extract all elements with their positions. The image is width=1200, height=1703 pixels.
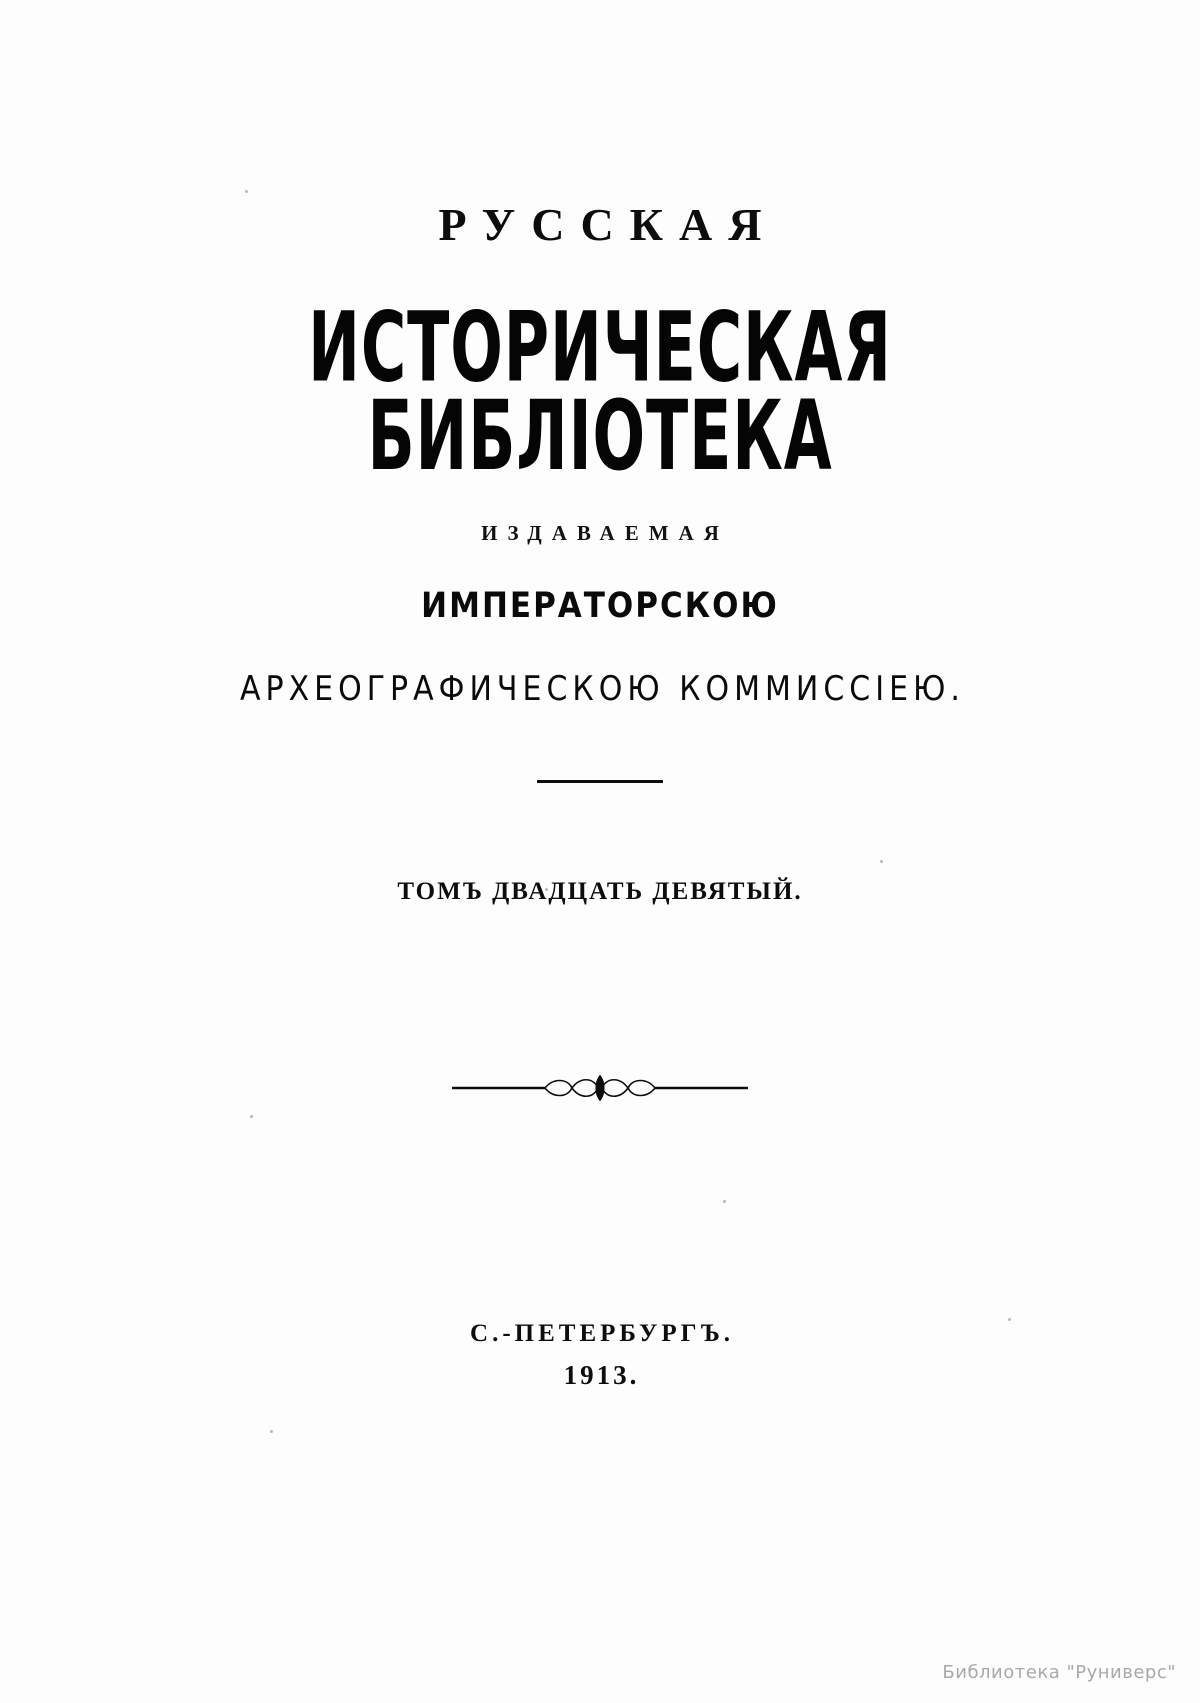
scan-speck [723,1200,726,1203]
publisher-commission: АРХЕОГРАФИЧЕСКОЮ КОММИССІЕЮ. [240,670,965,710]
title-line-main: ИСТОРИЧЕСКАЯ БИБЛІОТЕКА [308,290,892,493]
scan-speck [245,190,248,193]
ornament-divider [450,1068,750,1108]
volume-number: ТОМЪ ДВАДЦАТЬ ДЕВЯТЫЙ. [397,878,803,905]
subtitle-published-by: ИЗДАВАЕМАЯ [481,521,729,546]
library-watermark: Библиотека "Руниверс" [942,1662,1176,1683]
imprint-block [0,1320,1200,1391]
horizontal-rule-divider [537,780,663,783]
imprint-city: С.-ПЕТЕРБУРГЪ. [470,1320,734,1347]
scan-speck [270,1430,273,1433]
imprint-year: 1913. [563,1360,640,1390]
page-title [0,198,1200,710]
scan-speck [250,1115,253,1118]
scan-speck [880,860,883,863]
title-line-russkaya: РУССКАЯ [438,199,778,250]
publisher-imperial: ИМПЕРАТОРСКОЮ [421,586,779,627]
